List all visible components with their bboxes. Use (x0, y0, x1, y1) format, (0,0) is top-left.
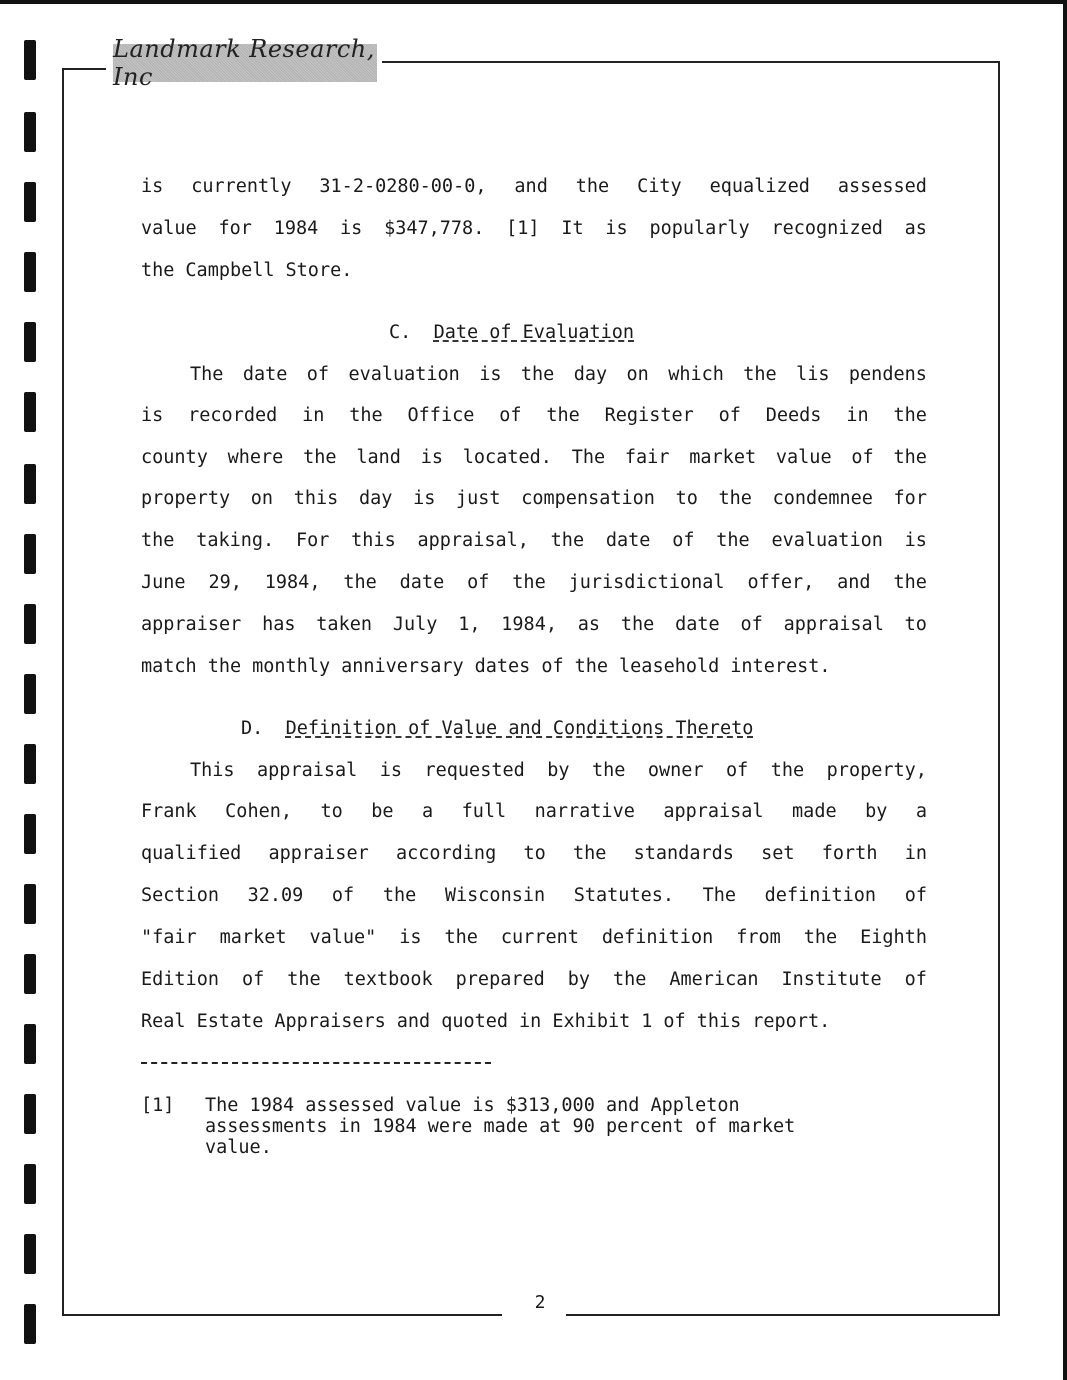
word: to (904, 614, 927, 635)
logo-text: Landmark Research, Inc (113, 35, 375, 91)
word: of (541, 656, 564, 677)
word: Campbell (185, 260, 275, 281)
punch-hole (24, 534, 36, 574)
word: the (303, 447, 337, 468)
frame-line (62, 68, 64, 1316)
word: is (141, 405, 164, 426)
section-title: Date of Evaluation (433, 322, 635, 343)
text-line (141, 843, 927, 865)
company-logo (113, 35, 377, 91)
text-line (141, 656, 927, 678)
word: [1] (506, 218, 540, 239)
word: on (626, 364, 649, 385)
word: day (358, 488, 393, 509)
word: 1, (458, 614, 481, 635)
page-number: 2 (534, 1292, 546, 1313)
word: June (141, 572, 186, 593)
word: the (893, 572, 927, 593)
word: definition (601, 927, 714, 948)
word: is (379, 760, 403, 781)
word: the (141, 260, 175, 281)
word: interest. (730, 656, 831, 677)
punch-hole (24, 1164, 36, 1204)
word: Exhibit (552, 1011, 631, 1032)
word: this (351, 530, 396, 551)
binding-holes (20, 40, 40, 1360)
text-line (141, 927, 927, 949)
word: a (421, 801, 434, 822)
text-line (141, 530, 927, 552)
word: anniversary (341, 656, 464, 677)
word: by (567, 969, 591, 990)
text-line (190, 364, 927, 386)
word: to (675, 488, 698, 509)
word: is (420, 447, 443, 468)
word: narrative (534, 801, 635, 822)
word: taken (316, 614, 372, 635)
punch-hole (24, 112, 36, 152)
punch-hole (24, 464, 36, 504)
word: in (519, 1011, 542, 1032)
word: property (141, 488, 231, 509)
word: condemnee (772, 488, 873, 509)
word: jurisdictional (568, 572, 725, 593)
word: according (395, 843, 497, 864)
text-line (141, 801, 927, 823)
word: the (803, 927, 838, 948)
word: Store. (285, 260, 353, 281)
word: the (287, 969, 321, 990)
word: market (219, 927, 287, 948)
word: of (499, 405, 522, 426)
word: which (668, 364, 724, 385)
word: American (669, 969, 759, 990)
text-line (141, 614, 927, 636)
word: this (293, 488, 339, 509)
word: 1984, (264, 572, 321, 593)
word: Institute (781, 969, 882, 990)
word: popularly (649, 218, 750, 239)
word: recognized (771, 218, 883, 239)
word: by (865, 801, 888, 822)
word: currently (191, 176, 292, 197)
word: the (550, 530, 585, 551)
punch-hole (24, 1304, 36, 1344)
punch-hole (24, 252, 36, 292)
word: Cohen, (225, 801, 292, 822)
word: in (846, 405, 869, 426)
word: of (904, 885, 927, 906)
word: the (512, 572, 546, 593)
word: forth (821, 843, 878, 864)
text-line (141, 885, 927, 907)
word: the (520, 364, 555, 385)
word: of (904, 969, 927, 990)
word: the (743, 364, 777, 385)
punch-hole (24, 744, 36, 784)
word: lis (796, 364, 830, 385)
word: prepared (455, 969, 545, 990)
footnote-marker: [1] (141, 1095, 175, 1116)
section-heading-d (241, 718, 753, 740)
word: is (479, 364, 502, 385)
word: quoted (441, 1011, 509, 1032)
punch-hole (24, 674, 36, 714)
word: The (571, 447, 606, 468)
word: the (718, 488, 752, 509)
word: Statutes. (573, 885, 674, 906)
word: the (349, 405, 383, 426)
word: 1 (641, 1011, 653, 1032)
word: is (141, 176, 164, 197)
word: evaluation (348, 364, 460, 385)
text-line (141, 1011, 927, 1033)
word: and (837, 572, 871, 593)
word: day (573, 364, 608, 385)
word: appraisal (663, 801, 764, 822)
word: a (915, 801, 927, 822)
text-line (141, 176, 927, 198)
word: of (306, 364, 330, 385)
punch-hole (24, 182, 36, 222)
word: value (141, 218, 197, 239)
word: taking. (196, 530, 275, 551)
word: owner (647, 760, 704, 781)
word: the (575, 176, 610, 197)
word: the (612, 969, 647, 990)
frame-line (62, 1314, 502, 1316)
footnote-text: The 1984 assessed value is $313,000 and Appleton assessments in 1984 were made at 90 percent of market value. (205, 1095, 796, 1158)
word: of (851, 447, 874, 468)
word: monthly (252, 656, 331, 677)
word: equalized (709, 176, 810, 197)
word: of (718, 405, 741, 426)
word: the (574, 656, 609, 677)
word: Frank (141, 801, 197, 822)
word: requested (424, 760, 525, 781)
word: to (523, 843, 546, 864)
punch-hole (24, 954, 36, 994)
punch-hole (24, 1024, 36, 1064)
word: date (399, 572, 445, 593)
frame-line (382, 61, 1000, 63)
word: in (904, 843, 927, 864)
word: of (726, 760, 749, 781)
word: evaluation (771, 530, 883, 551)
word: Real (141, 1011, 186, 1032)
word: the (141, 530, 175, 551)
frame-line (566, 1314, 1000, 1316)
section-letter: C. (389, 322, 412, 343)
word: appraisal (257, 760, 358, 781)
word: county (141, 447, 208, 468)
word: It (561, 218, 584, 239)
word: qualified (141, 843, 242, 864)
word: Wisconsin (444, 885, 546, 906)
word: the (770, 760, 805, 781)
word: of (467, 572, 490, 593)
word: as (577, 614, 601, 635)
word: date (605, 530, 651, 551)
word: For (295, 530, 330, 551)
word: The (702, 885, 737, 906)
word: 1984, (501, 614, 557, 635)
word: the (572, 843, 607, 864)
word: for (893, 488, 927, 509)
text-line (141, 260, 927, 282)
word: set (761, 843, 795, 864)
text-line (141, 447, 927, 469)
word: leasehold (619, 656, 720, 677)
punch-hole (24, 1094, 36, 1134)
word: of (740, 614, 763, 635)
word: This (190, 760, 235, 781)
word: to (320, 801, 343, 822)
text-line (141, 572, 927, 594)
word: has (262, 614, 296, 635)
word: is (904, 530, 927, 551)
word: the (444, 927, 478, 948)
word: the (893, 447, 927, 468)
word: value (775, 447, 832, 468)
footnote-separator (141, 1062, 491, 1064)
word: the (382, 885, 417, 906)
word: the (546, 405, 580, 426)
word: is (605, 218, 628, 239)
text-line (141, 405, 927, 427)
word: Estate (196, 1011, 264, 1032)
word: of (241, 969, 265, 990)
page-top-edge (0, 0, 1067, 4)
section-letter: D. (241, 718, 264, 739)
word: market (689, 447, 757, 468)
word: of (672, 530, 695, 551)
word: textbook (343, 969, 433, 990)
word: is (413, 488, 436, 509)
text-line (141, 969, 927, 991)
word: is (340, 218, 363, 239)
word: appraiser (268, 843, 369, 864)
word: the (343, 572, 377, 593)
word: 29, (208, 572, 242, 593)
word: and (514, 176, 548, 197)
word: the (207, 656, 242, 677)
word: City (637, 176, 682, 197)
text-line (141, 488, 927, 510)
word: The (190, 364, 224, 385)
word: date (242, 364, 288, 385)
word: dates (474, 656, 531, 677)
word: $347,778. (384, 218, 485, 239)
word: definition (764, 885, 877, 906)
word: as (904, 218, 927, 239)
punch-hole (24, 322, 36, 362)
word: property, (826, 760, 927, 781)
frame-line (998, 61, 1000, 1316)
word: 1984 (273, 218, 319, 239)
word: offer, (747, 572, 815, 593)
word: 31-2-0280-00-0, (319, 176, 487, 197)
word: "fair (141, 927, 197, 948)
word: Deeds (765, 405, 822, 426)
word: current (500, 927, 579, 948)
punch-hole (24, 604, 36, 644)
word: by (547, 760, 570, 781)
word: full (461, 801, 507, 822)
word: is (399, 927, 422, 948)
word: just (456, 488, 501, 509)
word: Appraisers (274, 1011, 386, 1032)
frame-line (62, 68, 106, 70)
word: value" (309, 927, 377, 948)
word: fair (624, 447, 670, 468)
word: appraisal (783, 614, 884, 635)
word: the (716, 530, 750, 551)
word: of (663, 1011, 686, 1032)
word: made (792, 801, 837, 822)
word: on (250, 488, 274, 509)
word: for (218, 218, 252, 239)
punch-hole (24, 1234, 36, 1274)
punch-hole (24, 884, 36, 924)
section-heading-c (389, 322, 634, 344)
text-line (141, 218, 927, 240)
word: of (331, 885, 355, 906)
page-right-edge (1063, 0, 1067, 1380)
punch-hole (24, 392, 36, 432)
word: report. (752, 1011, 831, 1032)
section-title: Definition of Value and Conditions Thereto (285, 718, 754, 739)
word: pendens (848, 364, 927, 385)
word: and (396, 1011, 431, 1032)
word: the (591, 760, 626, 781)
word: assessed (837, 176, 927, 197)
word: Register (604, 405, 694, 426)
word: appraiser (141, 614, 242, 635)
word: July (392, 614, 438, 635)
word: Edition (141, 969, 219, 990)
punch-hole (24, 40, 36, 80)
text-line (190, 760, 927, 782)
word: compensation (521, 488, 655, 509)
word: Eighth (860, 927, 927, 948)
word: located. (462, 447, 552, 468)
word: 32.09 (247, 885, 304, 906)
word: this (696, 1011, 742, 1032)
word: appraisal, (417, 530, 529, 551)
word: Section (141, 885, 219, 906)
word: the (620, 614, 655, 635)
word: standards (633, 843, 734, 864)
word: Office (407, 405, 475, 426)
word: land (356, 447, 401, 468)
word: match (141, 656, 197, 677)
word: be (371, 801, 394, 822)
punch-hole (24, 814, 36, 854)
word: in (302, 405, 325, 426)
word: recorded (188, 405, 278, 426)
word: where (227, 447, 284, 468)
word: from (736, 927, 781, 948)
word: date (675, 614, 720, 635)
word: the (893, 405, 927, 426)
